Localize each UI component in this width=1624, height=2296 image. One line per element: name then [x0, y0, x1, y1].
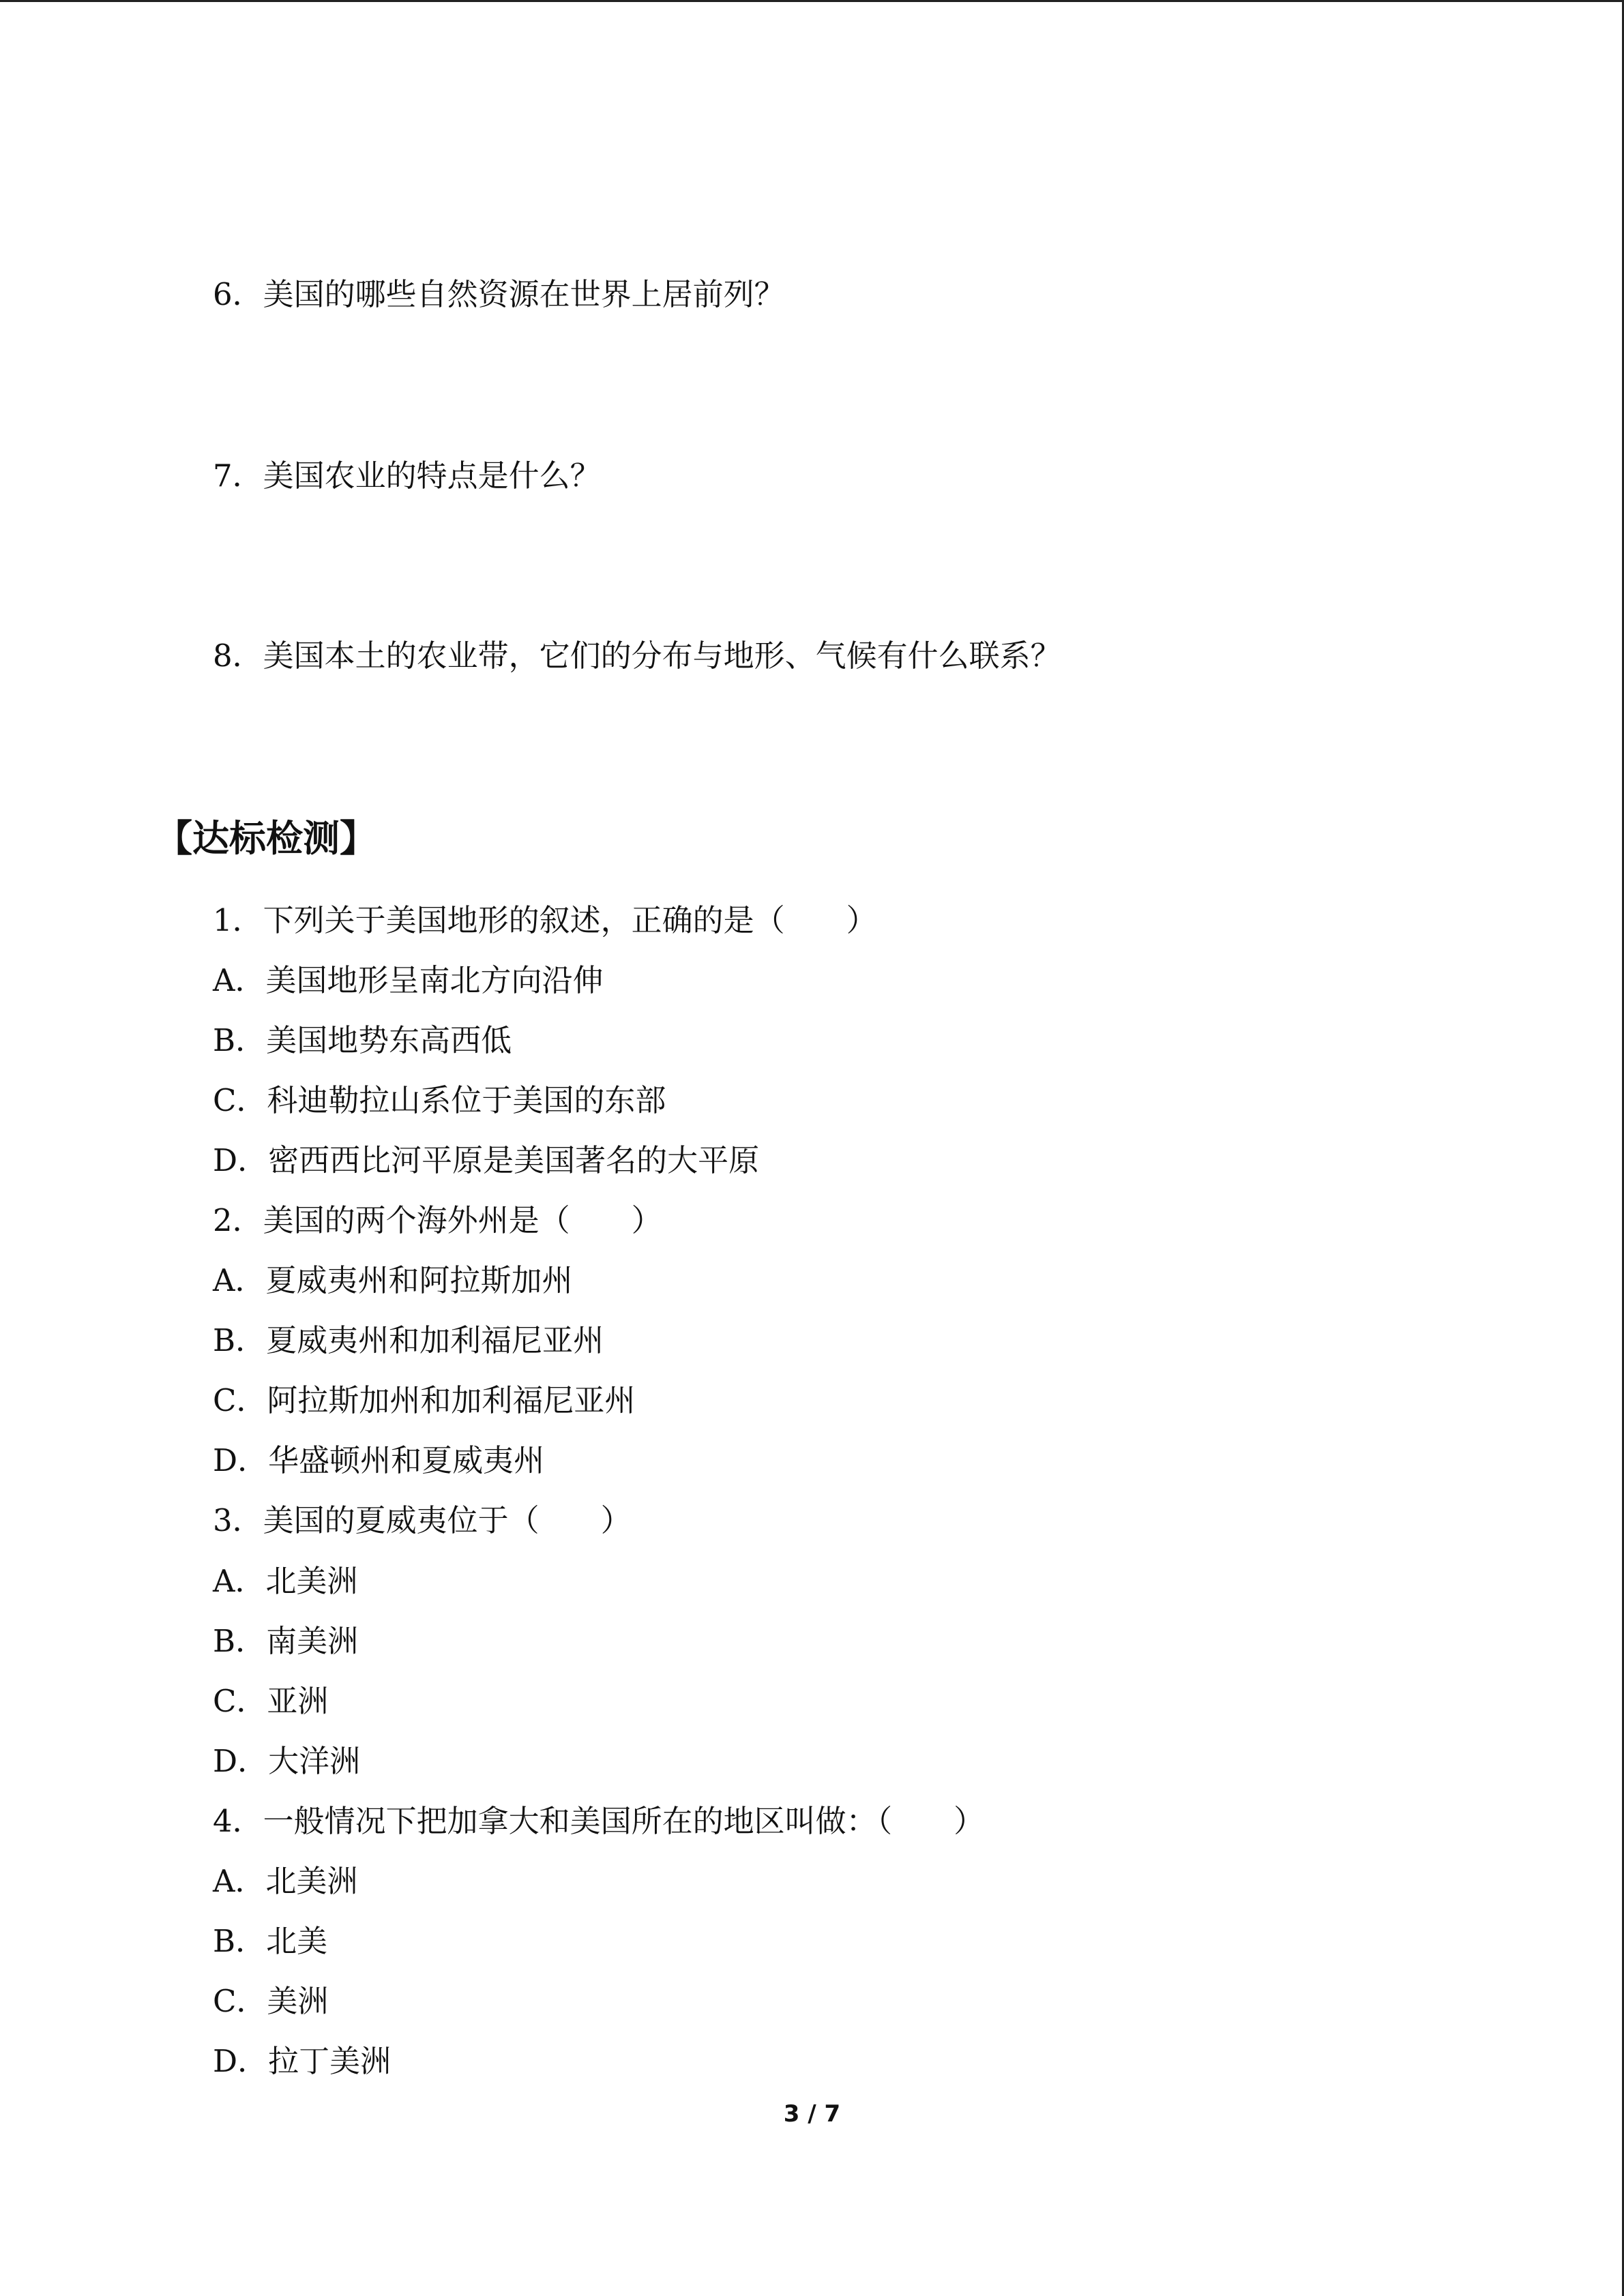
quiz-2-option-d: D．华盛顿州和夏威夷州 [213, 1442, 545, 1478]
quiz-question-1: 1．下列关于美国地形的叙述，正确的是（ ） [213, 902, 877, 938]
quiz-question-4: 4．一般情况下把加拿大和美国所在的地区叫做：（ ） [213, 1803, 985, 1839]
quiz-3-option-b: B．南美洲 [213, 1623, 359, 1659]
quiz-1-option-d: D．密西西比河平原是美国著名的大平原 [213, 1142, 760, 1178]
open-question-8: 8．美国本土的农业带，它们的分布与地形、气候有什么联系？ [213, 638, 1061, 674]
quiz-4-option-b: B．北美 [213, 1923, 328, 1959]
quiz-4-option-d: D．拉丁美洲 [213, 2043, 392, 2079]
open-question-7: 7．美国农业的特点是什么？ [213, 458, 601, 494]
quiz-2-option-c: C．阿拉斯加州和加利福尼亚州 [213, 1382, 636, 1418]
section-title: 【达标检测】 [156, 817, 377, 860]
quiz-4-option-a: A．北美洲 [213, 1863, 358, 1899]
quiz-1-option-c: C．科迪勒拉山系位于美国的东部 [213, 1082, 666, 1118]
open-question-6: 6．美国的哪些自然资源在世界上居前列？ [213, 276, 785, 312]
quiz-1-option-a: A．美国地形呈南北方向沿伸 [213, 962, 604, 998]
quiz-question-3: 3．美国的夏威夷位于（ ） [213, 1502, 632, 1538]
page-number: 3 / 7 [783, 2100, 841, 2128]
quiz-2-option-a: A．夏威夷州和阿拉斯加州 [213, 1262, 573, 1298]
quiz-question-2: 2．美国的两个海外州是（ ） [213, 1202, 662, 1238]
top-border [0, 0, 1624, 2]
quiz-2-option-b: B．夏威夷州和加利福尼亚州 [213, 1322, 604, 1358]
quiz-3-option-a: A．北美洲 [213, 1563, 358, 1599]
quiz-4-option-c: C．美洲 [213, 1983, 329, 2019]
quiz-1-option-b: B．美国地势东高西低 [213, 1022, 512, 1058]
quiz-3-option-c: C．亚洲 [213, 1683, 329, 1719]
quiz-3-option-d: D．大洋洲 [213, 1743, 361, 1779]
